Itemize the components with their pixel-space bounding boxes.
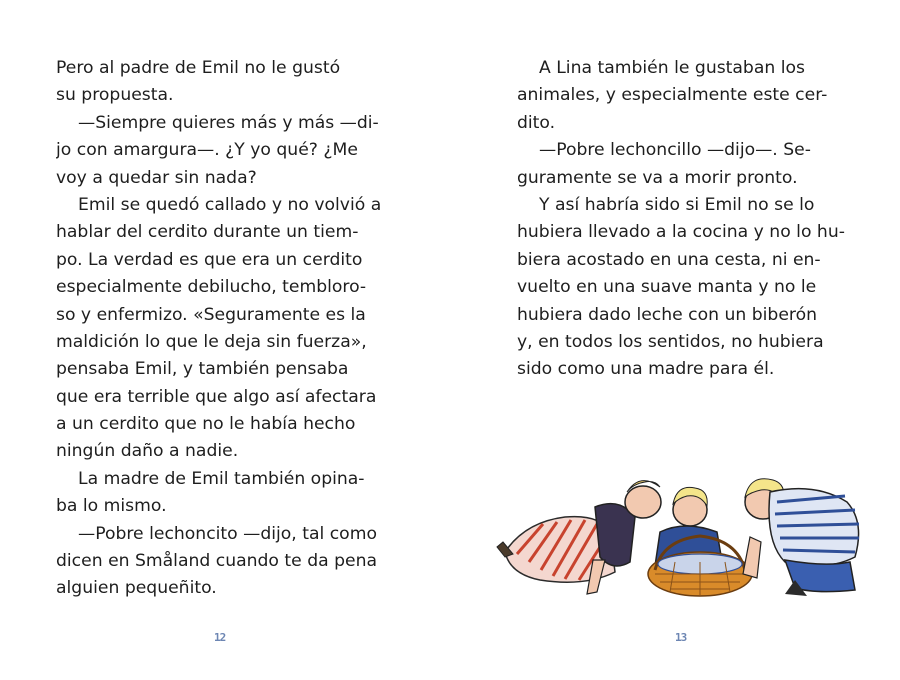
text-line: animales, y especialmente este cer- <box>517 85 828 106</box>
text-line: A Lina también le gustaban los <box>539 58 805 78</box>
text-line: —Pobre lechoncillo —dijo—. Se- <box>539 140 811 161</box>
text-line: hubiera dado leche con un biberón <box>517 304 818 325</box>
text-line: hablar del cerdito durante un tiem- <box>56 222 359 243</box>
text-line: ningún daño a nadie. <box>56 441 239 462</box>
text-line: especialmente debilucho, tembloro- <box>56 277 367 298</box>
text-line: voy a quedar sin nada? <box>56 167 257 188</box>
text-line: que era terrible que algo así afectara <box>56 386 377 407</box>
text-line: biera acostado en una cesta, ni en- <box>517 249 821 270</box>
text-line: pensaba Emil, y también pensaba <box>56 359 349 380</box>
text-line: —Siempre quieres más y más —di- <box>78 112 379 133</box>
text-line: hubiera llevado a la cocina y no lo hu- <box>517 222 845 243</box>
text-line: jo con amargura—. ¿Y yo qué? ¿Me <box>56 140 358 161</box>
text-line: —Pobre lechoncito —dijo, tal como <box>78 523 377 544</box>
page-number: 12 <box>214 631 226 644</box>
text-line: Y así habría sido si Emil no se lo <box>539 194 815 215</box>
left-figure <box>497 481 661 594</box>
text-line: po. La verdad es que era un cerdito <box>56 249 363 270</box>
text-line: y, en todos los sentidos, no hubiera <box>517 331 824 352</box>
left-page-text <box>56 55 386 603</box>
text-line: su propuesta. <box>56 85 174 106</box>
text-line: Pero al padre de Emil no le gustó <box>56 58 341 78</box>
text-line: so y enfermizo. «Seguramente es la <box>56 304 366 325</box>
text-line: Emil se quedó callado y no volvió a <box>78 194 382 215</box>
text-line: vuelto en una suave manta y no le <box>517 277 817 298</box>
text-line: dicen en Småland cuando te da pena <box>56 551 378 572</box>
text-line: maldición lo que le deja sin fuerza», <box>56 331 367 352</box>
text-line: La madre de Emil también opina- <box>78 468 365 489</box>
text-line: ba lo mismo. <box>56 496 167 517</box>
text-line: a un cerdito que no le había hecho <box>56 414 356 435</box>
page-number: 13 <box>675 631 687 644</box>
text-line: sido como una madre para él. <box>517 359 775 380</box>
right-figure <box>743 479 859 596</box>
text-line: guramente se va a morir pronto. <box>517 167 798 188</box>
right-page-text <box>517 55 847 384</box>
children-with-basket-illustration <box>495 462 870 612</box>
text-line: dito. <box>517 112 556 133</box>
text-line: alguien pequeñito. <box>56 578 217 599</box>
